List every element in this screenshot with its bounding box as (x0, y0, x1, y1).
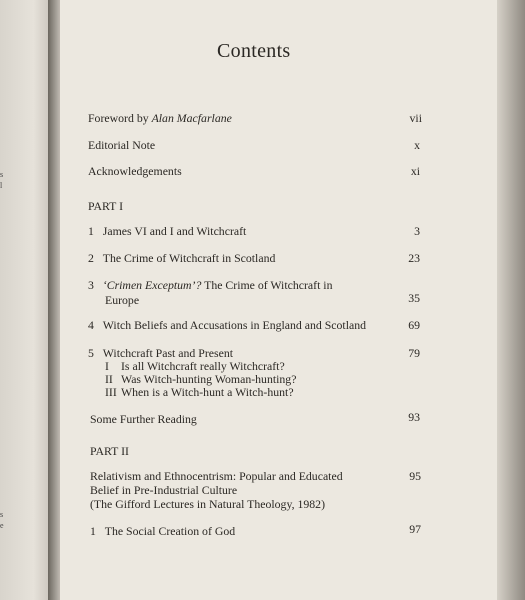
chapter-number: 1 (90, 524, 96, 538)
page-number: vii (409, 111, 422, 125)
chapter-number: 5 (88, 346, 94, 360)
margin-letter: s (0, 170, 4, 179)
part-heading: PART I (88, 199, 124, 213)
page-title: Contents (217, 40, 291, 62)
toc-entry-editorial-note: Editorial Note (88, 138, 156, 152)
entry-label: Foreword by (88, 111, 152, 125)
chapter-title: The Crime of Witchcraft in Scotland (102, 251, 276, 265)
chapter-title: James VI and I and Witchcraft (102, 224, 247, 238)
toc-entry-further-reading: Some Further Reading (90, 412, 197, 426)
toc-entry-foreword (88, 111, 232, 126)
toc-chapter (88, 278, 332, 293)
facing-page-edge (0, 0, 48, 600)
subsection-title: When is a Witch-hunt a Witch-hunt? (121, 385, 294, 399)
part-heading: PART II (90, 444, 129, 458)
page-number: xi (410, 164, 420, 178)
margin-letter: e (0, 521, 4, 530)
chapter-title-continued: Europe (105, 293, 140, 307)
chapter-title: The Social Creation of God (104, 524, 236, 538)
page-number: x (414, 138, 420, 152)
page-number: 69 (408, 318, 420, 332)
page-number: 3 (414, 224, 420, 238)
subsection-title: Was Witch-hunting Woman-hunting? (121, 372, 297, 386)
subsection-number: III (105, 385, 117, 399)
page-number: 93 (408, 410, 420, 424)
margin-letter: l (0, 181, 3, 190)
toc-entry-lecture-title: Relativism and Ethnocentrism: Popular and Educated (90, 469, 343, 483)
page-number: 23 (408, 251, 420, 265)
chapter-title-italic: ‘Crimen Exceptum’? (102, 278, 202, 292)
toc-chapter (88, 318, 366, 333)
chapter-title: Witchcraft Past and Present (102, 346, 233, 360)
chapter-number: 3 (88, 278, 94, 292)
chapter-title: Witch Beliefs and Accusations in England and Scotland (102, 318, 367, 332)
chapter-title: The Crime of Witchcraft in (201, 278, 333, 292)
margin-letter: s (0, 510, 4, 519)
page-number: 79 (408, 346, 420, 360)
subsection-number: I (105, 359, 109, 373)
toc-entry-lecture-subtitle: Belief in Pre-Industrial Culture (90, 483, 238, 497)
page-edge-shadow (497, 0, 525, 600)
toc-chapter (90, 524, 235, 539)
toc-subsection (105, 385, 294, 400)
entry-author: Alan Macfarlane (151, 111, 232, 125)
subsection-title: Is all Witchcraft really Witchcraft? (121, 359, 285, 373)
page-number: 97 (409, 522, 421, 536)
toc-chapter (88, 224, 246, 239)
subsection-number: II (105, 372, 113, 386)
chapter-number: 1 (88, 224, 94, 238)
contents-page (60, 0, 497, 600)
page-number: 95 (409, 469, 421, 483)
chapter-number: 4 (88, 318, 94, 332)
page-number: 35 (408, 291, 420, 305)
toc-entry-acknowledgements: Acknowledgements (88, 164, 182, 178)
toc-entry-lecture-note: (The Gifford Lectures in Natural Theology, 1982) (90, 497, 325, 511)
chapter-number: 2 (88, 251, 94, 265)
toc-chapter (88, 251, 275, 266)
